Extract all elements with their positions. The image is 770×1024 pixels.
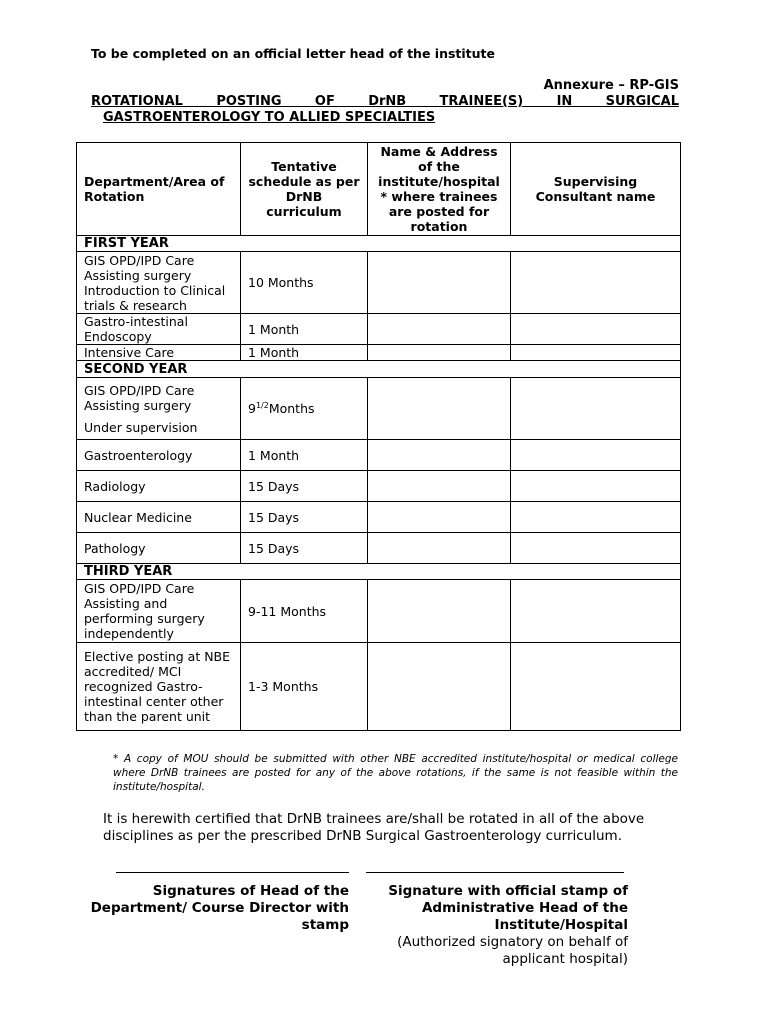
schedule-cell: 15 Days (241, 471, 368, 502)
table-row (77, 252, 681, 314)
dept-extra-text: Under supervision (84, 419, 198, 435)
dept-cell (77, 378, 241, 440)
table-row (77, 314, 681, 345)
table-row (77, 471, 681, 502)
institute-cell (368, 471, 511, 502)
dept-cell: Pathology (77, 533, 241, 564)
year-row (77, 361, 681, 378)
table-row (77, 643, 681, 731)
dept-cell: Nuclear Medicine (77, 502, 241, 533)
dept-cell: GIS OPD/IPD Care Assisting and performing surgery independently (77, 580, 241, 643)
dept-cell: GIS OPD/IPD Care Assisting surgery Introduction to Clinical trials & research (77, 252, 241, 314)
institute-cell (368, 440, 511, 471)
consultant-cell (511, 471, 681, 502)
schedule-cell: 15 Days (241, 502, 368, 533)
consultant-cell (511, 345, 681, 361)
mou-footnote: * A copy of MOU should be submitted with other NBE accredited institute/hospital or medical college where DrNB trainees are posted for any of the above rotations, if the same is not feasible within the institute/hospital. (113, 753, 678, 793)
year-row (77, 236, 681, 252)
dept-cell: Elective posting at NBE accredited/ MCI recognized Gastro-intestinal center other than the parent unit (77, 643, 241, 731)
header-schedule: Tentative schedule as per DrNB curriculum (241, 143, 368, 236)
table-header-row (77, 143, 681, 236)
header-consultant: Supervising Consultant name (511, 143, 681, 236)
schedule-cell: 1 Month (241, 314, 368, 345)
schedule-unit: Months (268, 401, 315, 417)
dept-cell: Gastro-intestinal Endoscopy (77, 314, 241, 345)
signature-head-department: Signatures of Head of the Department/ Course Director with stamp (90, 883, 349, 933)
institute-cell (368, 580, 511, 643)
institute-cell (368, 378, 511, 440)
schedule-cell: 15 Days (241, 533, 368, 564)
table-row (77, 580, 681, 643)
header-institute: Name & Address of the institute/hospital * where trainees are posted for rotation (368, 143, 511, 236)
signature-line-right (366, 872, 624, 873)
consultant-cell (511, 252, 681, 314)
signature-administrative-head (366, 883, 628, 968)
schedule-cell: 1-3 Months (241, 643, 368, 731)
institute-cell (368, 345, 511, 361)
table-row (77, 378, 681, 440)
year-label: SECOND YEAR (77, 361, 681, 378)
dept-cell: Gastroenterology (77, 440, 241, 471)
institute-cell (368, 502, 511, 533)
document-title-line2: GASTROENTEROLOGY TO ALLIED SPECIALTIES (103, 110, 436, 125)
consultant-cell (511, 314, 681, 345)
table-row (77, 345, 681, 361)
institute-cell (368, 314, 511, 345)
schedule-cell: 9-11 Months (241, 580, 368, 643)
schedule-cell: 1 Month (241, 440, 368, 471)
instruction-text: To be completed on an official letter head of the institute (91, 46, 495, 61)
table-row (77, 533, 681, 564)
signature-admin-note: (Authorized signatory on behalf of applicant hospital) (397, 934, 628, 967)
annexure-label: Annexure – RP-GIS (543, 78, 679, 93)
institute-cell (368, 252, 511, 314)
header-department: Department/Area of Rotation (77, 143, 241, 236)
consultant-cell (511, 502, 681, 533)
year-label: FIRST YEAR (77, 236, 681, 252)
rotation-table (76, 142, 681, 731)
year-label: THIRD YEAR (77, 564, 681, 580)
table-row (77, 440, 681, 471)
consultant-cell (511, 378, 681, 440)
dept-cell: Intensive Care (77, 345, 241, 361)
dept-cell: Radiology (77, 471, 241, 502)
dept-text: GIS OPD/IPD Care Assisting surgery (84, 382, 195, 413)
schedule-cell: 10 Months (241, 252, 368, 314)
consultant-cell (511, 533, 681, 564)
institute-cell (368, 643, 511, 731)
schedule-cell: 1 Month (241, 345, 368, 361)
consultant-cell (511, 580, 681, 643)
schedule-fraction: 1/2 (255, 400, 269, 410)
table-row (77, 502, 681, 533)
schedule-number: 9 (248, 401, 256, 417)
institute-cell (368, 533, 511, 564)
signature-admin-title: Signature with official stamp of Administrative Head of the Institute/Hospital (388, 883, 628, 933)
consultant-cell (511, 440, 681, 471)
year-row (77, 564, 681, 580)
document-title-line1: ROTATIONAL POSTING OF DrNB TRAINEE(S) IN SURGICAL (91, 94, 679, 109)
consultant-cell (511, 643, 681, 731)
schedule-cell (241, 378, 368, 440)
certification-statement: It is herewith certified that DrNB trainees are/shall be rotated in all of the above disciplines as per the prescribed DrNB Surgical Gastroenterology curriculum. (103, 811, 645, 844)
signature-line-left (116, 872, 349, 873)
